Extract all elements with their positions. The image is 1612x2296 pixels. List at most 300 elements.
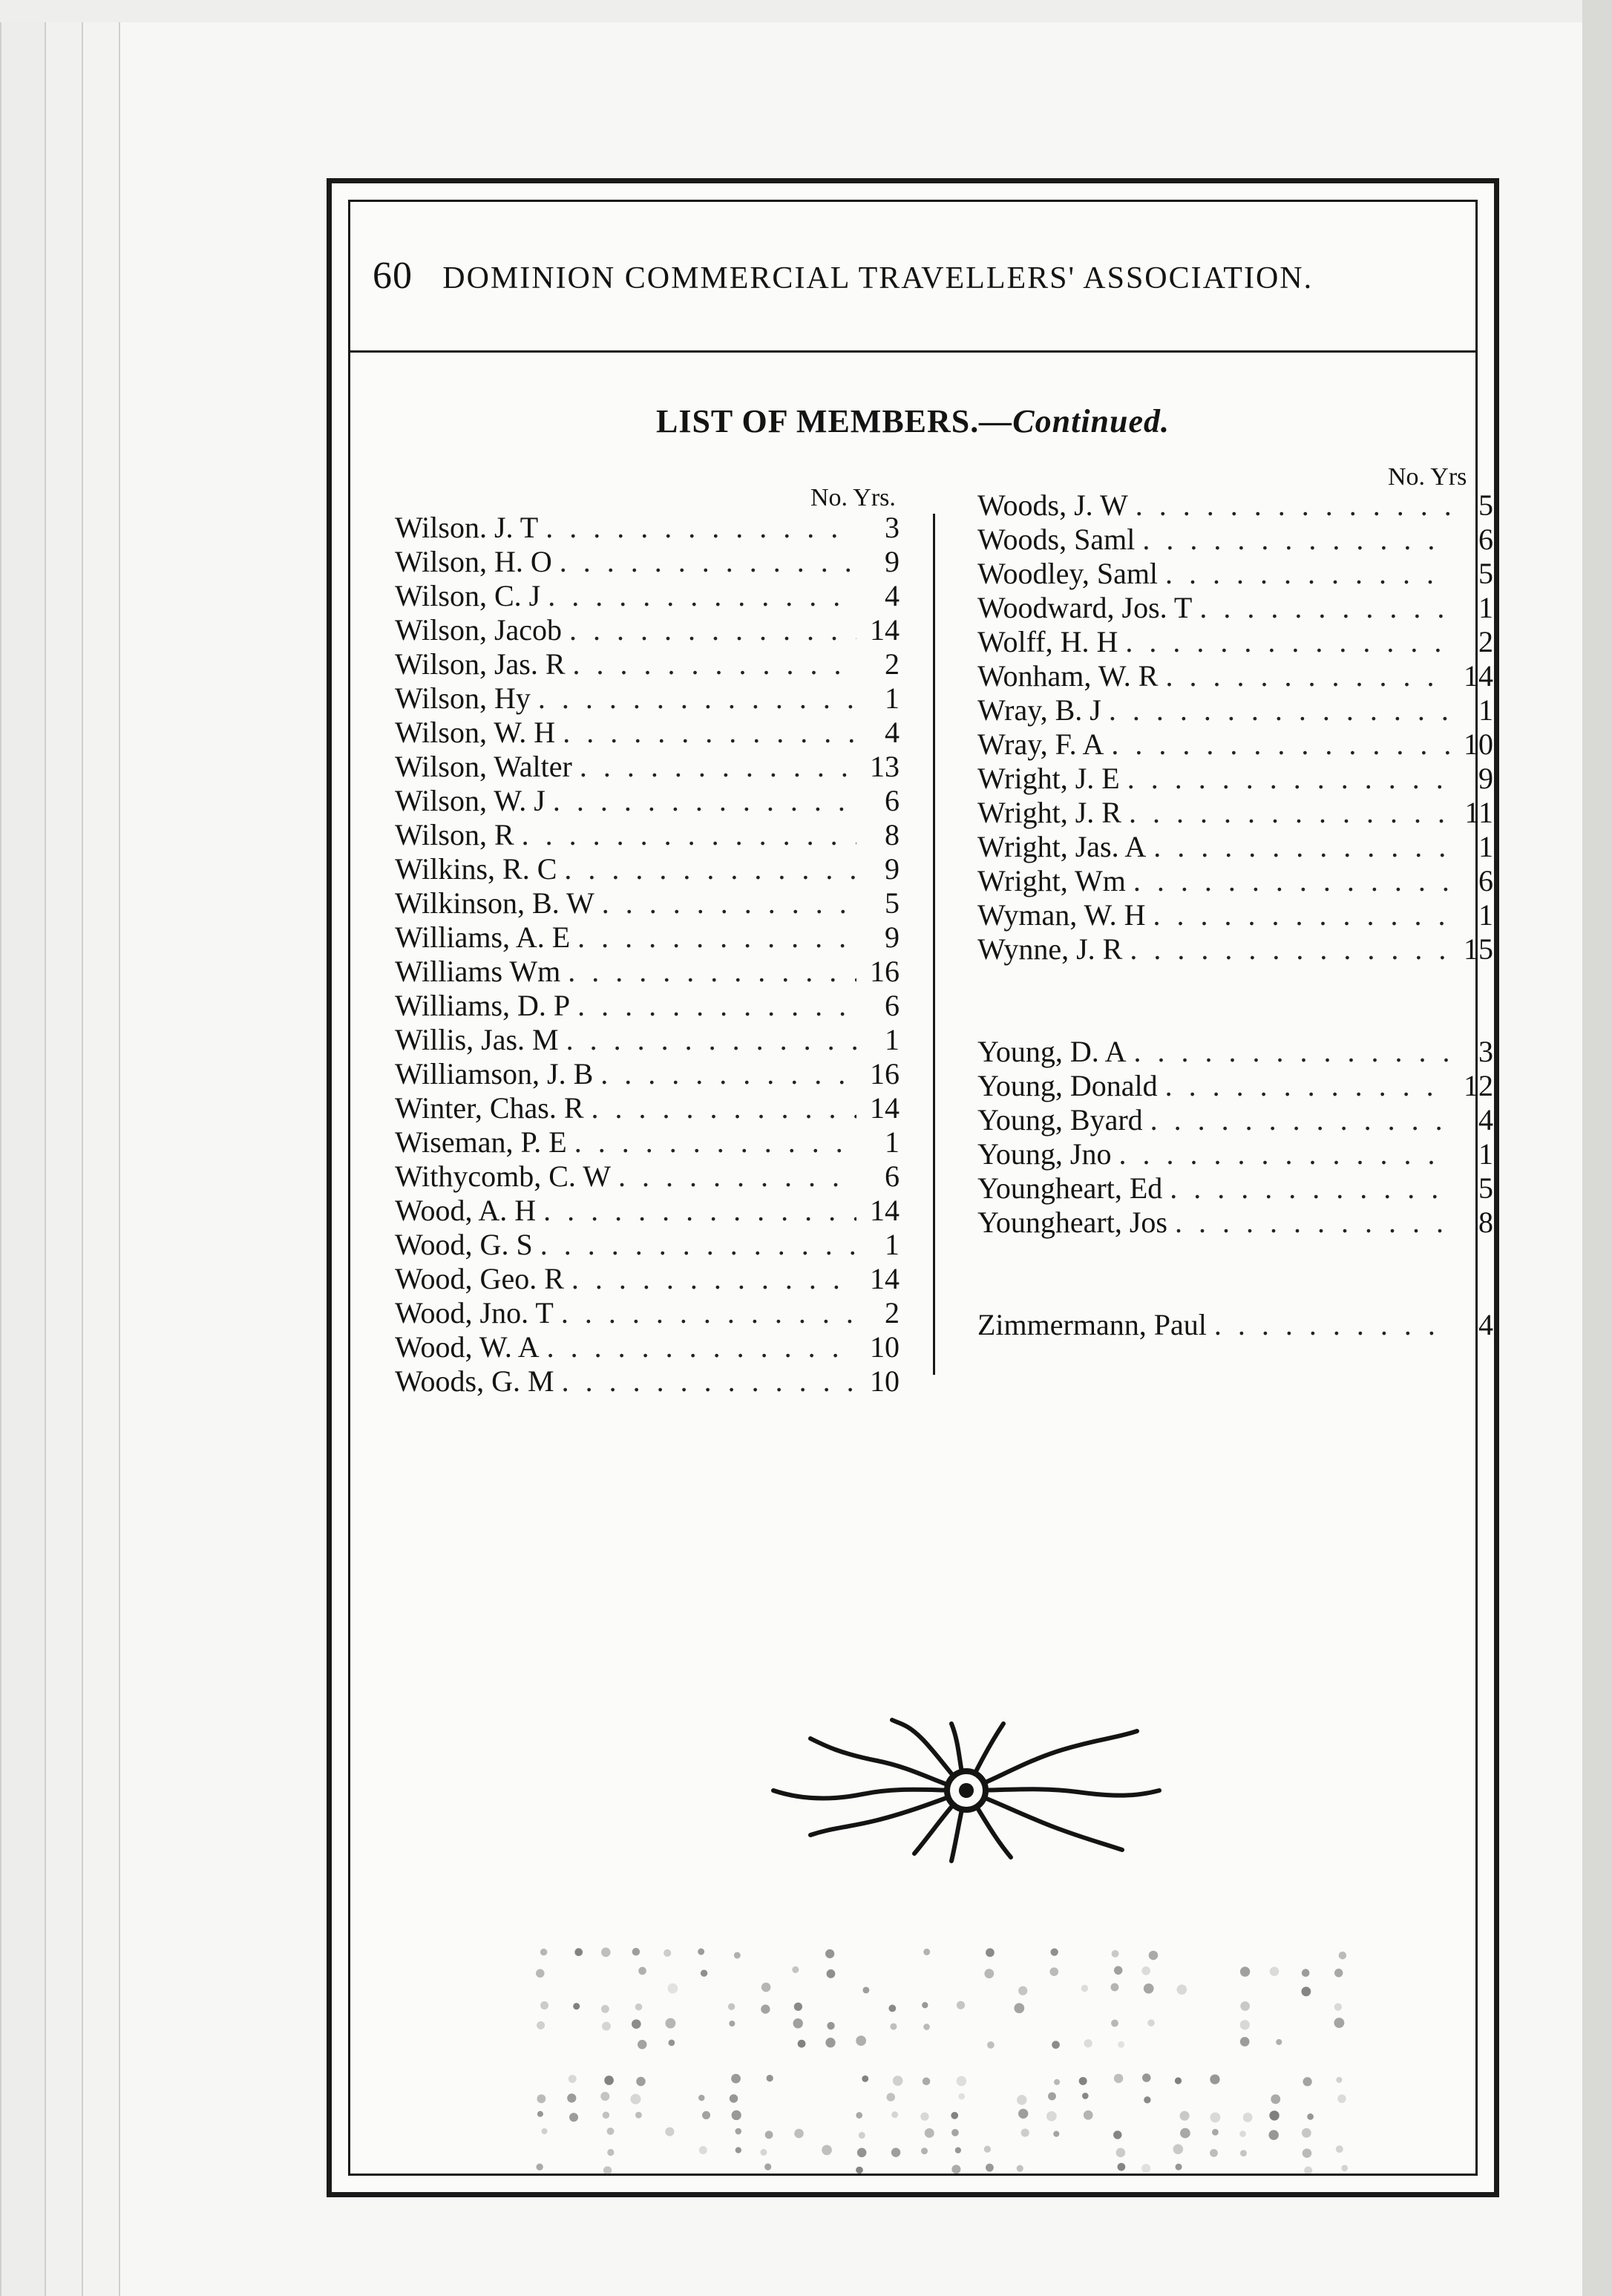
member-years: 4 bbox=[1478, 1308, 1493, 1341]
perforation-dot bbox=[958, 2093, 965, 2100]
perforation-dot bbox=[1239, 2130, 1246, 2137]
perforation-dot bbox=[630, 2094, 640, 2104]
perforation-dot bbox=[601, 2005, 609, 2013]
perforation-dot bbox=[1176, 1984, 1187, 1995]
perforation-dot bbox=[1084, 2039, 1092, 2047]
perforation-dot bbox=[1334, 1969, 1343, 1977]
member-years: 14 bbox=[870, 1091, 900, 1125]
member-entry bbox=[977, 1034, 1493, 1068]
perforation-dot bbox=[1334, 2004, 1342, 2011]
perforation-dot bbox=[735, 2128, 742, 2135]
perforation-dot bbox=[1116, 2148, 1126, 2158]
member-years: 8 bbox=[885, 818, 900, 851]
right-column-heading: No. Yrs bbox=[1388, 463, 1467, 491]
member-years: 1 bbox=[885, 681, 900, 715]
perforation-dot bbox=[1049, 1967, 1058, 1976]
member-years: 1 bbox=[885, 1228, 900, 1261]
perforation-dot bbox=[1337, 2094, 1346, 2103]
perforation-dot bbox=[664, 1949, 671, 1957]
perforation-dot bbox=[573, 2003, 580, 2009]
perforation-dot bbox=[1053, 2131, 1059, 2137]
perforation-dot bbox=[1240, 2001, 1250, 2011]
dot-leader bbox=[577, 988, 856, 1023]
member-name: Wilson, H. O bbox=[395, 545, 552, 578]
member-years: 3 bbox=[885, 511, 900, 544]
right-member-list bbox=[977, 488, 1493, 1341]
member-entry bbox=[395, 851, 900, 886]
member-name: Young, D. A bbox=[977, 1035, 1127, 1068]
perforation-dot bbox=[862, 2076, 868, 2082]
perforation-dot bbox=[794, 2003, 802, 2011]
perforation-dot bbox=[857, 2148, 867, 2158]
perforation-dot bbox=[922, 2002, 928, 2008]
perforation-dot bbox=[1018, 2109, 1028, 2119]
member-name: Zimmermann, Paul bbox=[977, 1308, 1207, 1341]
perforation-dot bbox=[702, 2111, 710, 2119]
member-entry bbox=[977, 556, 1493, 590]
page-header bbox=[373, 254, 1453, 298]
member-entry bbox=[977, 658, 1493, 693]
member-name: Wiseman, P. E bbox=[395, 1125, 567, 1159]
member-entry bbox=[977, 1171, 1493, 1205]
dot-leader bbox=[1153, 897, 1450, 932]
member-entry bbox=[395, 647, 900, 681]
dot-leader bbox=[1142, 522, 1450, 557]
perforation-dot bbox=[1180, 2111, 1190, 2121]
perforation-dot bbox=[536, 2163, 543, 2170]
member-name: Wray, F. A bbox=[977, 727, 1104, 761]
perforation-dot bbox=[632, 1948, 640, 1955]
perforation-dot bbox=[1018, 1986, 1027, 1995]
member-years: 14 bbox=[870, 1194, 900, 1227]
member-entry bbox=[395, 920, 900, 954]
perforation-dot bbox=[734, 1952, 741, 1959]
dot-leader bbox=[566, 1022, 856, 1057]
member-name: Williams, A. E bbox=[395, 920, 571, 954]
dot-leader bbox=[592, 1090, 856, 1125]
member-years: 1 bbox=[1478, 1137, 1493, 1171]
perforation-dot bbox=[1144, 1983, 1154, 1994]
member-years: 16 bbox=[870, 1057, 900, 1090]
perforation-dot bbox=[1240, 1966, 1250, 1976]
member-name: Young, Byard bbox=[977, 1103, 1143, 1136]
perforation-dot bbox=[603, 2166, 612, 2174]
member-years: 1 bbox=[1478, 693, 1493, 727]
perforation-dot bbox=[1175, 2077, 1182, 2084]
member-years: 1 bbox=[885, 1023, 900, 1056]
perforation-dot bbox=[798, 2040, 806, 2048]
member-entry bbox=[395, 544, 900, 578]
member-entry bbox=[977, 727, 1493, 761]
perforation-dot bbox=[1210, 2074, 1219, 2084]
perforation-dot bbox=[794, 2129, 804, 2139]
member-name: Wilson, Jas. R bbox=[395, 647, 566, 681]
page-title: DOMINION COMMERCIAL TRAVELLERS' ASSOCIATION. bbox=[442, 261, 1314, 295]
perforation-dot bbox=[1303, 2077, 1311, 2086]
perforation-dot bbox=[951, 2165, 960, 2174]
perforation-dot bbox=[567, 2093, 576, 2102]
perforation-dot bbox=[536, 1969, 545, 1978]
member-name: Woods, Saml bbox=[977, 523, 1136, 556]
member-entry bbox=[977, 522, 1493, 556]
perforation-dot bbox=[1180, 2128, 1190, 2139]
member-years: 5 bbox=[1478, 1171, 1493, 1205]
member-entry bbox=[977, 932, 1493, 966]
member-name: Young, Donald bbox=[977, 1069, 1158, 1102]
perforation-dot bbox=[1173, 2144, 1184, 2154]
perforation-dot bbox=[701, 1970, 707, 1977]
member-years: 5 bbox=[1478, 488, 1493, 522]
member-name: Woodward, Jos. T bbox=[977, 591, 1193, 624]
dot-leader bbox=[1165, 556, 1450, 591]
member-name: Wynne, J. R bbox=[977, 932, 1123, 966]
member-entry bbox=[395, 1261, 900, 1295]
column-divider bbox=[933, 514, 935, 1375]
perforation-dot bbox=[856, 2167, 863, 2174]
member-years: 1 bbox=[1478, 591, 1493, 624]
dot-leader bbox=[571, 1261, 856, 1296]
perforation-dot bbox=[1017, 2165, 1023, 2172]
dot-leader bbox=[522, 817, 856, 852]
perforation-dot bbox=[635, 2004, 643, 2011]
page-border bbox=[327, 178, 1499, 2197]
perforation-dot bbox=[698, 2095, 704, 2101]
perforation-dot bbox=[1336, 2077, 1342, 2083]
dot-leader bbox=[1109, 693, 1450, 727]
group-gap bbox=[977, 966, 1493, 1034]
member-name: Wood, W. A bbox=[395, 1330, 540, 1364]
member-years: 2 bbox=[885, 1296, 900, 1329]
perforation-dot bbox=[827, 2022, 834, 2030]
perforation-dot bbox=[859, 2132, 865, 2139]
perforation-dot bbox=[951, 2112, 958, 2119]
perforation-dot bbox=[1269, 2110, 1279, 2120]
member-entry bbox=[395, 1125, 900, 1159]
member-name: Woods, J. W bbox=[977, 488, 1128, 522]
member-name: Wright, Jas. A bbox=[977, 830, 1147, 863]
perforation-dot bbox=[1210, 2113, 1221, 2123]
perforation-dot bbox=[891, 2111, 898, 2118]
member-name: Youngheart, Jos bbox=[977, 1206, 1167, 1239]
perforation-dot bbox=[1302, 2128, 1311, 2138]
perforation-dot bbox=[760, 2149, 767, 2156]
list-title bbox=[350, 402, 1475, 440]
member-entry bbox=[395, 578, 900, 612]
perforation-dot bbox=[1118, 2041, 1124, 2048]
member-name: Wilson, Jacob bbox=[395, 613, 563, 647]
member-entry bbox=[977, 693, 1493, 727]
dot-leader bbox=[1153, 829, 1450, 864]
dot-leader bbox=[1130, 932, 1450, 967]
perforation-dot bbox=[1304, 2166, 1312, 2174]
member-years: 6 bbox=[885, 1160, 900, 1193]
dot-leader bbox=[1125, 624, 1450, 659]
perforation-dot bbox=[951, 2129, 959, 2136]
member-entry bbox=[977, 1068, 1493, 1102]
dot-leader bbox=[1165, 658, 1450, 693]
dot-leader bbox=[1133, 1034, 1450, 1069]
perforation-dot bbox=[1113, 2130, 1121, 2139]
perforation-dot bbox=[607, 2149, 614, 2156]
perforation-dot bbox=[984, 2146, 991, 2153]
member-entry bbox=[977, 1136, 1493, 1171]
member-name: Woodley, Saml bbox=[977, 557, 1159, 590]
dot-leader bbox=[600, 1056, 856, 1091]
perforation-dot bbox=[862, 1986, 869, 1993]
perforation-dot bbox=[887, 2093, 895, 2101]
perforation-dot bbox=[732, 2110, 741, 2120]
left-column-heading: No. Yrs. bbox=[810, 484, 896, 511]
perforation-dot bbox=[603, 2112, 609, 2119]
member-name: Williams, D. P bbox=[395, 989, 571, 1022]
dot-leader bbox=[1199, 590, 1450, 625]
dot-leader bbox=[1129, 795, 1450, 830]
perforation-dot bbox=[635, 2112, 642, 2119]
perforation-dot bbox=[923, 2024, 930, 2030]
dot-leader bbox=[573, 647, 856, 681]
member-name: Wilson. J. T bbox=[395, 511, 539, 544]
member-years: 9 bbox=[885, 920, 900, 954]
member-entry bbox=[395, 1295, 900, 1329]
member-years: 1 bbox=[1478, 898, 1493, 932]
perforation-stamp bbox=[514, 1939, 1389, 2184]
dot-leader bbox=[564, 851, 856, 886]
perforation-dot bbox=[632, 2019, 641, 2029]
perforation-dot bbox=[600, 2092, 609, 2101]
member-name: Wilson, R bbox=[395, 818, 514, 851]
perforation-dot bbox=[1111, 2020, 1118, 2027]
member-entry bbox=[977, 488, 1493, 522]
perforation-dot bbox=[698, 1949, 704, 1955]
perforation-dot bbox=[601, 1948, 611, 1958]
perforation-dot bbox=[1141, 2164, 1150, 2173]
member-name: Willis, Jas. M bbox=[395, 1023, 559, 1056]
member-entry bbox=[395, 954, 900, 988]
perforation-dot bbox=[730, 2094, 738, 2102]
member-entry bbox=[395, 1056, 900, 1090]
perforation-dot bbox=[767, 2075, 773, 2081]
perforation-dot bbox=[986, 2164, 994, 2172]
member-name: Wilson, W. J bbox=[395, 784, 545, 817]
perforation-dot bbox=[1271, 2094, 1280, 2104]
member-entry bbox=[977, 590, 1493, 624]
member-years: 4 bbox=[885, 579, 900, 612]
perforation-dot bbox=[1240, 2150, 1247, 2156]
member-entry bbox=[977, 863, 1493, 897]
member-entry bbox=[977, 1102, 1493, 1136]
perforation-dot bbox=[1014, 2003, 1024, 2013]
member-entry bbox=[395, 510, 900, 544]
perforation-dot bbox=[540, 2001, 548, 2009]
group-gap bbox=[977, 1239, 1493, 1307]
perforation-dot bbox=[1021, 2129, 1029, 2137]
member-entry bbox=[395, 1364, 900, 1398]
member-years: 16 bbox=[870, 955, 900, 988]
member-name: Wilson, W. H bbox=[395, 716, 556, 749]
list-title-continued: —Continued. bbox=[979, 403, 1170, 439]
dot-leader bbox=[540, 1227, 856, 1262]
member-years: 14 bbox=[1464, 659, 1493, 693]
member-entry bbox=[395, 1090, 900, 1125]
dot-leader bbox=[1175, 1205, 1450, 1240]
dot-leader bbox=[1111, 727, 1450, 762]
dot-leader bbox=[1118, 1136, 1450, 1171]
perforation-dot bbox=[1210, 2149, 1218, 2157]
perforation-dot bbox=[984, 1969, 994, 1978]
perforation-dot bbox=[1243, 2113, 1253, 2122]
member-years: 15 bbox=[1464, 932, 1493, 966]
perforation-dot bbox=[638, 1967, 646, 1975]
dot-leader bbox=[547, 1329, 856, 1364]
dot-leader bbox=[543, 1193, 856, 1228]
member-name: Youngheart, Ed bbox=[977, 1171, 1163, 1205]
member-entry bbox=[977, 829, 1493, 863]
perforation-dot bbox=[987, 2041, 995, 2049]
perforation-dot bbox=[541, 2128, 547, 2134]
perforation-dot bbox=[1081, 1985, 1088, 1992]
member-years: 9 bbox=[1478, 762, 1493, 795]
member-name: Winter, Chas. R bbox=[395, 1091, 584, 1125]
member-entry bbox=[395, 1159, 900, 1193]
member-entry bbox=[395, 1193, 900, 1227]
perforation-dot bbox=[822, 2145, 832, 2156]
member-years: 9 bbox=[885, 852, 900, 886]
member-name: Wilkins, R. C bbox=[395, 852, 557, 886]
perforation-dot bbox=[1303, 2148, 1312, 2158]
dot-leader bbox=[580, 749, 856, 784]
perforation-dot bbox=[1336, 2145, 1343, 2153]
member-name: Wright, J. R bbox=[977, 796, 1121, 829]
page-inner-border bbox=[348, 200, 1493, 2176]
dot-leader bbox=[560, 544, 856, 579]
perforation-dot bbox=[920, 2113, 928, 2121]
perforation-dot bbox=[668, 2039, 675, 2046]
perforation-dot bbox=[761, 2004, 770, 2013]
perforation-dot bbox=[761, 1983, 771, 1992]
dot-leader bbox=[1127, 761, 1450, 796]
dot-leader bbox=[553, 783, 856, 818]
member-entry bbox=[395, 988, 900, 1022]
perforation-dot bbox=[1054, 2079, 1060, 2085]
left-member-list bbox=[395, 510, 900, 1398]
dot-leader bbox=[569, 612, 856, 647]
perforation-dot bbox=[636, 2077, 645, 2086]
member-entry bbox=[977, 795, 1493, 829]
perforation-dot bbox=[537, 2094, 545, 2103]
member-years: 1 bbox=[885, 1125, 900, 1159]
member-name: Withycomb, C. W bbox=[395, 1160, 611, 1193]
member-name: Williams Wm bbox=[395, 955, 561, 988]
perforation-dot bbox=[1212, 2129, 1219, 2136]
member-entry bbox=[395, 886, 900, 920]
dot-leader bbox=[1214, 1307, 1450, 1342]
perforation-dot bbox=[856, 2112, 862, 2119]
perforation-dot bbox=[765, 2130, 773, 2139]
sunburst-ornament-icon bbox=[766, 1716, 1167, 1865]
member-name: Wilson, Walter bbox=[395, 750, 572, 783]
perforation-dot bbox=[1240, 2037, 1250, 2047]
perforation-dot bbox=[893, 2076, 903, 2086]
member-years: 5 bbox=[885, 886, 900, 920]
perforation-dot bbox=[825, 1949, 834, 1958]
perforation-dot bbox=[957, 2076, 967, 2087]
perforation-dot bbox=[1141, 1966, 1150, 1975]
perforation-dot bbox=[1051, 1949, 1058, 1956]
perforation-dot bbox=[540, 1949, 547, 1955]
perforation-dot bbox=[1176, 2164, 1182, 2171]
perforation-dot bbox=[1301, 1986, 1311, 1996]
member-years: 3 bbox=[1478, 1035, 1493, 1068]
member-years: 5 bbox=[1478, 557, 1493, 590]
dot-leader bbox=[574, 1125, 856, 1160]
perforation-dot bbox=[1017, 2095, 1026, 2104]
perforation-dot bbox=[668, 1983, 678, 1994]
member-entry bbox=[395, 749, 900, 783]
perforation-dot bbox=[638, 2040, 646, 2049]
dot-leader bbox=[618, 1159, 856, 1194]
perforation-dot bbox=[728, 2003, 735, 2009]
member-entry bbox=[395, 1022, 900, 1056]
perforation-dot bbox=[921, 2148, 928, 2154]
perforation-dot bbox=[1268, 2130, 1278, 2139]
member-years: 8 bbox=[1478, 1206, 1493, 1239]
perforation-dot bbox=[923, 1949, 930, 1955]
dot-leader bbox=[563, 715, 856, 750]
perforation-dot bbox=[1339, 1952, 1346, 1959]
dot-leader bbox=[545, 510, 856, 545]
dot-leader bbox=[602, 886, 856, 920]
perforation-dot bbox=[1079, 2077, 1087, 2085]
perforation-dot bbox=[1082, 2093, 1089, 2099]
member-years: 6 bbox=[885, 784, 900, 817]
member-years: 6 bbox=[1478, 523, 1493, 556]
perforation-dot bbox=[1144, 2096, 1150, 2103]
perforation-dot bbox=[888, 2005, 896, 2012]
member-years: 10 bbox=[1464, 727, 1493, 761]
member-years: 2 bbox=[885, 647, 900, 681]
member-entry bbox=[977, 761, 1493, 795]
member-years: 4 bbox=[1478, 1103, 1493, 1136]
perforation-dot bbox=[574, 1948, 583, 1956]
perforation-dot bbox=[569, 2075, 577, 2083]
member-name: Wood, Geo. R bbox=[395, 1262, 564, 1295]
dot-leader bbox=[568, 954, 856, 989]
member-name: Wray, B. J bbox=[977, 693, 1101, 727]
perforation-dot bbox=[925, 2128, 934, 2138]
member-name: Wyman, W. H bbox=[977, 898, 1146, 932]
member-name: Wonham, W. R bbox=[977, 659, 1159, 693]
member-years: 1 bbox=[1478, 830, 1493, 863]
dot-leader bbox=[548, 578, 856, 613]
perforation-dot bbox=[731, 2074, 741, 2084]
member-years: 10 bbox=[870, 1330, 900, 1364]
dot-leader bbox=[577, 920, 856, 955]
perforation-dot bbox=[793, 2018, 803, 2028]
dot-leader bbox=[562, 1364, 856, 1399]
dot-leader bbox=[1170, 1171, 1450, 1206]
perforation-dot bbox=[923, 2078, 931, 2086]
perforation-dot bbox=[1276, 2039, 1282, 2045]
member-entry bbox=[395, 817, 900, 851]
perforation-dot bbox=[1110, 1983, 1118, 1992]
perforation-dot bbox=[792, 1966, 799, 1973]
member-years: 6 bbox=[1478, 864, 1493, 897]
member-years: 14 bbox=[870, 1262, 900, 1295]
perforation-dot bbox=[1052, 2041, 1060, 2049]
member-entry bbox=[395, 715, 900, 749]
dot-leader bbox=[1165, 1068, 1450, 1103]
perforation-dot bbox=[537, 2111, 543, 2117]
